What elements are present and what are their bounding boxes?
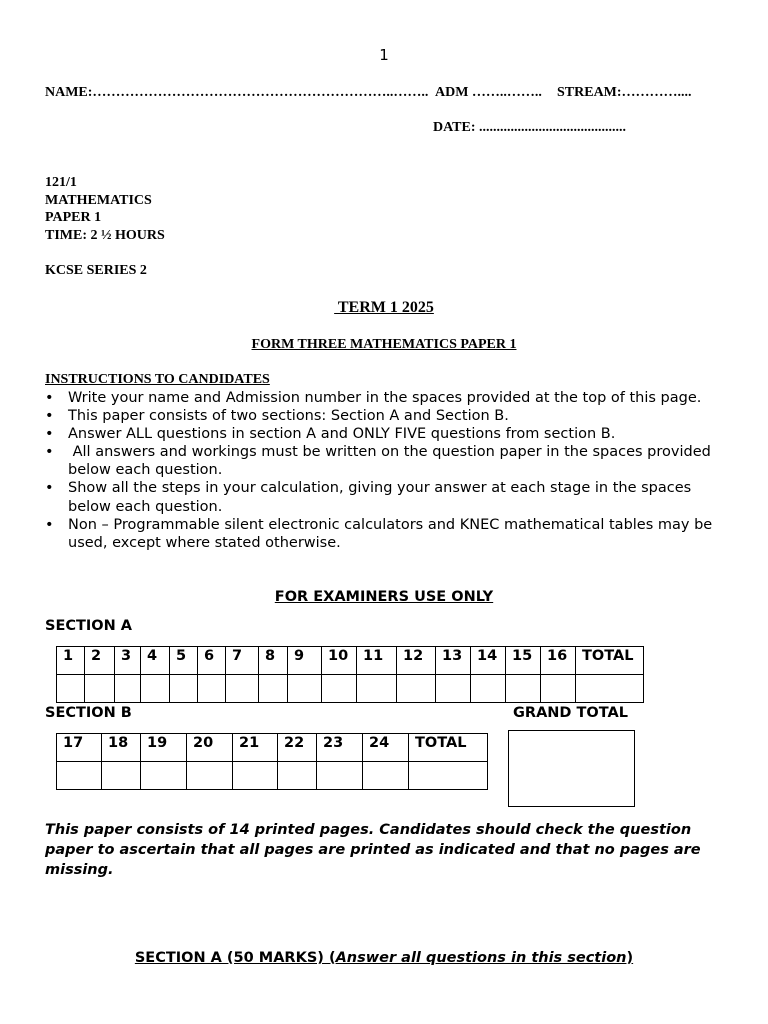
- score-cell[interactable]: [397, 675, 436, 703]
- paper-code: 121/1: [45, 175, 77, 190]
- bullet-icon: •: [45, 390, 54, 406]
- section-a-label: SECTION A: [45, 618, 133, 634]
- instruction-item: • This paper consists of two sections: Section A and Section B.: [45, 408, 509, 425]
- paper-subject: MATHEMATICS: [45, 192, 152, 208]
- date-field: DATE: ..........................................: [433, 120, 627, 135]
- stream-field: STREAM:…………....: [557, 85, 692, 100]
- paper-number: PAPER 1: [45, 210, 102, 225]
- section-b-header-row: [57, 734, 488, 762]
- question-cell: 2: [85, 647, 115, 675]
- section-b-score-row: [57, 762, 488, 790]
- paper-series: KCSE SERIES 2: [45, 263, 147, 278]
- question-cell: 22: [278, 734, 317, 762]
- score-cell[interactable]: [317, 762, 363, 790]
- score-cell[interactable]: [198, 675, 226, 703]
- score-cell[interactable]: [115, 675, 141, 703]
- instructions-heading: INSTRUCTIONS TO CANDIDATES: [45, 372, 270, 387]
- section-a-score-row: [57, 675, 644, 703]
- score-cell[interactable]: [357, 675, 397, 703]
- question-cell: 9: [288, 647, 322, 675]
- question-cell: 1: [57, 647, 85, 675]
- pages-notice: This paper consists of 14 printed pages. Candidates should check the question paper to ascertain that all pages are printed as indicated and that no pages are missing.: [45, 822, 701, 878]
- name-field: NAME:………………………………………………………..……..: [45, 85, 429, 100]
- score-cell[interactable]: [187, 762, 233, 790]
- question-cell: 18: [102, 734, 141, 762]
- section-b-label: SECTION B: [45, 705, 132, 721]
- grand-total-label: GRAND TOTAL: [513, 705, 628, 721]
- question-cell: 3: [115, 647, 141, 675]
- question-cell: 14: [471, 647, 506, 675]
- section-a-header-row: [57, 647, 644, 675]
- bullet-icon: •: [45, 426, 54, 443]
- page-number: 1: [379, 46, 389, 64]
- question-cell: 13: [436, 647, 471, 675]
- section-a-heading: SECTION A (50 MARKS) (Answer all questions in this section): [134, 950, 634, 966]
- instructions-list: [45, 389, 735, 552]
- score-cell[interactable]: [102, 762, 141, 790]
- question-cell: 19: [141, 734, 187, 762]
- score-cell[interactable]: [57, 762, 102, 790]
- total-cell: TOTAL: [576, 647, 644, 675]
- paper-time: TIME: 2 ½ HOURS: [45, 227, 165, 243]
- score-cell[interactable]: [226, 675, 259, 703]
- bullet-icon: •: [45, 444, 54, 461]
- score-cell[interactable]: [436, 675, 471, 703]
- total-cell: TOTAL: [409, 734, 488, 762]
- score-cell[interactable]: [541, 675, 576, 703]
- question-cell: 7: [226, 647, 259, 675]
- bullet-icon: •: [45, 516, 54, 533]
- score-cell[interactable]: [288, 675, 322, 703]
- total-score-cell[interactable]: [576, 675, 644, 703]
- adm-field: ADM ……..……..: [435, 85, 542, 100]
- score-cell[interactable]: [471, 675, 506, 703]
- form-title: FORM THREE MATHEMATICS PAPER 1: [251, 337, 517, 352]
- bullet-icon: •: [45, 480, 54, 497]
- question-cell: 24: [363, 734, 409, 762]
- question-cell: 6: [198, 647, 226, 675]
- grand-total-box[interactable]: [508, 730, 635, 807]
- score-cell[interactable]: [278, 762, 317, 790]
- question-cell: 23: [317, 734, 363, 762]
- question-cell: 11: [357, 647, 397, 675]
- score-cell[interactable]: [233, 762, 278, 790]
- question-cell: 10: [322, 647, 357, 675]
- question-cell: 4: [141, 647, 170, 675]
- score-cell[interactable]: [322, 675, 357, 703]
- question-cell: 20: [187, 734, 233, 762]
- examiners-heading: FOR EXAMINERS USE ONLY: [274, 589, 494, 605]
- question-cell: 5: [170, 647, 198, 675]
- question-cell: 21: [233, 734, 278, 762]
- question-cell: 8: [259, 647, 288, 675]
- question-cell: 15: [506, 647, 541, 675]
- total-score-cell[interactable]: [409, 762, 488, 790]
- score-cell[interactable]: [141, 762, 187, 790]
- score-cell[interactable]: [85, 675, 115, 703]
- section-a-marks-table: [56, 646, 644, 703]
- question-cell: 12: [397, 647, 436, 675]
- section-b-marks-table: [56, 733, 488, 790]
- instruction-item: • Non – Programmable silent electronic calculators and KNEC mathematical tables may be used, except where stated otherwise.: [45, 516, 713, 551]
- instruction-item: • Write your name and Admission number in the spaces provided at the top of this page.: [45, 390, 702, 406]
- paper-info: [45, 174, 165, 244]
- question-cell: 16: [541, 647, 576, 675]
- score-cell[interactable]: [57, 675, 85, 703]
- score-cell[interactable]: [141, 675, 170, 703]
- bullet-icon: •: [45, 408, 54, 425]
- question-cell: 17: [57, 734, 102, 762]
- term-title: TERM 1 2025: [334, 299, 434, 316]
- instruction-item: • All answers and workings must be written on the question paper in the spaces provided below each question.: [45, 444, 716, 479]
- score-cell[interactable]: [363, 762, 409, 790]
- score-cell[interactable]: [170, 675, 198, 703]
- instruction-item: • Show all the steps in your calculation, giving your answer at each stage in the spaces below each question.: [45, 480, 692, 515]
- score-cell[interactable]: [259, 675, 288, 703]
- score-cell[interactable]: [506, 675, 541, 703]
- instruction-item: • Answer ALL questions in section A and ONLY FIVE questions from section B.: [45, 426, 616, 443]
